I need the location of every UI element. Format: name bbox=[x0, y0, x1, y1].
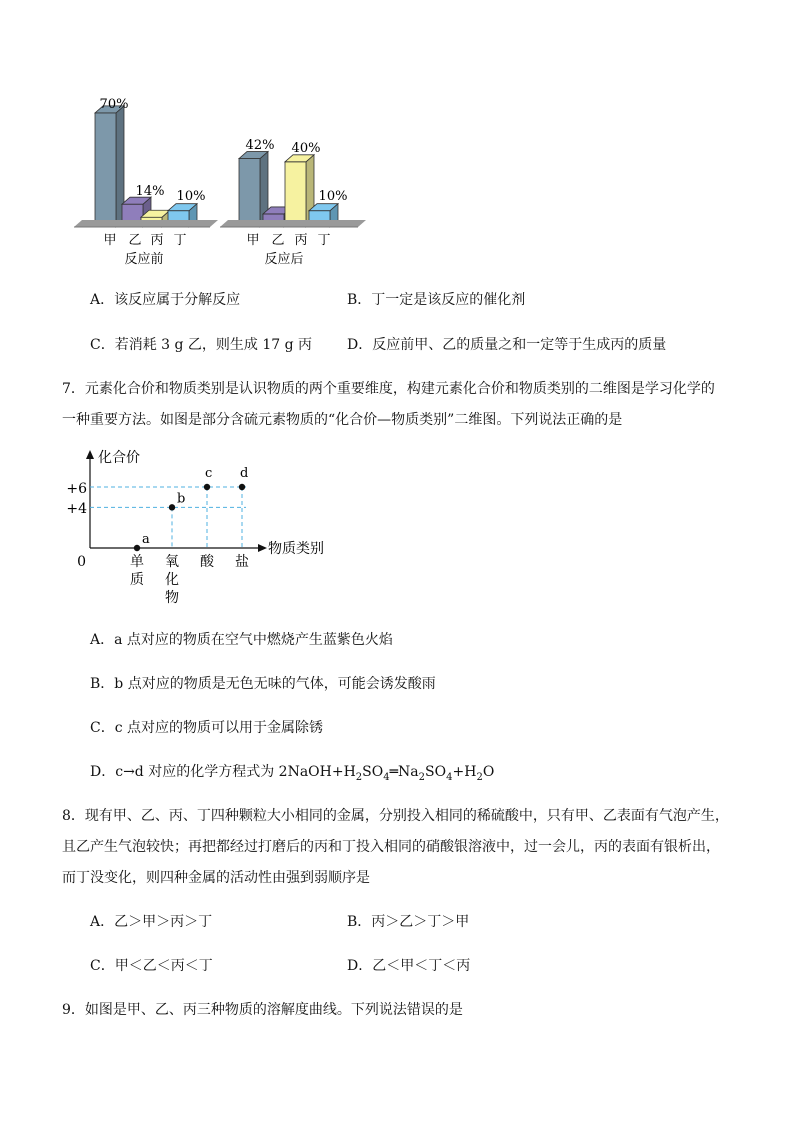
q7-option-d: D．c→d 对应的化学方程式为 $2NaOH+H_2SO_4═Na_2SO_4+H_2O$ bbox=[90, 764, 495, 783]
category-label: 氧 bbox=[165, 554, 179, 570]
q8-stem-line2: 且乙产生气泡较快；再把都经过打磨后的丙和丁投入相同的硝酸银溶液中，过一会儿，丙的表面有银析出， bbox=[62, 839, 720, 855]
category-label: 单 bbox=[130, 554, 144, 570]
bar-category-label: 丙 bbox=[294, 233, 308, 248]
q9-stem-line1: 9．如图是甲、乙、丙三种物质的溶解度曲线。下列说法错误的是 bbox=[62, 1002, 463, 1018]
point-a bbox=[134, 545, 140, 551]
bar-group-label: 反应后 bbox=[264, 252, 304, 267]
bar-value-label: 40% bbox=[291, 141, 321, 156]
point-d bbox=[239, 484, 245, 490]
bar-category-label: 丁 bbox=[173, 233, 187, 248]
x-axis-arrow bbox=[258, 544, 267, 552]
y-axis-title: 化合价 bbox=[98, 450, 140, 466]
point-label: c bbox=[205, 466, 213, 481]
bar-value-label: 10% bbox=[318, 189, 348, 204]
q7-option-a: A．a 点对应的物质在空气中燃烧产生蓝紫色火焰 bbox=[90, 632, 393, 648]
valence-category-chart bbox=[60, 445, 350, 615]
q6-option-d: D．反应前甲、乙的质量之和一定等于生成丙的质量 bbox=[347, 337, 667, 353]
q6-option-b: B．丁一定是该反应的催化剂 bbox=[347, 292, 526, 308]
q6-option-c: C．若消耗 3 g 乙，则生成 17 g 丙 bbox=[90, 337, 313, 353]
q8-option-c: C．甲＜乙＜丙＜丁 bbox=[90, 958, 213, 974]
point-c bbox=[204, 484, 210, 490]
bar-group-label: 反应前 bbox=[124, 252, 164, 267]
q7-stem-line2: 一种重要方法。如图是部分含硫元素物质的“化合价—物质类别”二维图。下列说法正确的是 bbox=[62, 412, 623, 428]
point-label: d bbox=[240, 466, 249, 481]
q8-stem-line1: 8．现有甲、乙、丙、丁四种颗粒大小相同的金属，分别投入相同的稀硫酸中，只有甲、乙表面有气泡产生， bbox=[62, 808, 729, 824]
category-label: 酸 bbox=[200, 554, 214, 570]
bar-value-label: 14% bbox=[135, 184, 165, 199]
origin-label: 0 bbox=[77, 554, 86, 570]
bar-category-label: 乙 bbox=[271, 233, 285, 248]
bar-category-label: 甲 bbox=[103, 233, 117, 248]
category-label: 物 bbox=[165, 590, 179, 606]
category-label: 盐 bbox=[235, 554, 249, 570]
bar-value-label: 10% bbox=[176, 189, 206, 204]
point-b bbox=[169, 504, 175, 510]
bar-category-label: 丁 bbox=[317, 233, 331, 248]
y-tick-label: +4 bbox=[66, 501, 87, 517]
q7-option-c: C．c 点对应的物质可以用于金属除锈 bbox=[90, 720, 324, 736]
q8-option-b: B．丙＞乙＞丁＞甲 bbox=[347, 914, 470, 930]
q8-option-a: A．乙＞甲＞丙＞丁 bbox=[90, 914, 213, 930]
q7-stem-line1: 7．元素化合价和物质类别是认识物质的两个重要维度，构建元素化合价和物质类别的二维图是学习化学的 bbox=[62, 381, 715, 397]
chart-floor-right bbox=[220, 220, 366, 227]
bar-category-label: 甲 bbox=[246, 233, 260, 248]
bar-before-0 bbox=[95, 106, 124, 227]
point-label: a bbox=[142, 532, 150, 547]
q8-stem-line3: 而丁没变化，则四种金属的活动性由强到弱顺序是 bbox=[62, 870, 370, 886]
y-axis-arrow bbox=[86, 450, 94, 459]
q8-option-d: D．乙＜甲＜丁＜丙 bbox=[347, 958, 471, 974]
bar-value-label: 70% bbox=[99, 97, 129, 112]
category-label: 质 bbox=[130, 572, 144, 588]
q7-option-b: B．b 点对应的物质是无色无味的气体，可能会诱发酸雨 bbox=[90, 676, 436, 692]
chart-floor-left bbox=[74, 220, 218, 227]
mass-fraction-bar-chart bbox=[60, 88, 380, 270]
y-tick-label: +6 bbox=[66, 481, 87, 497]
bar-value-label: 42% bbox=[245, 138, 275, 153]
category-label: 化 bbox=[165, 572, 179, 588]
q6-option-a: A．该反应属于分解反应 bbox=[90, 292, 241, 308]
x-axis-title: 物质类别 bbox=[268, 541, 324, 557]
bar-category-label: 乙 bbox=[128, 233, 142, 248]
bar-category-label: 丙 bbox=[150, 233, 164, 248]
point-label: b bbox=[177, 491, 186, 507]
